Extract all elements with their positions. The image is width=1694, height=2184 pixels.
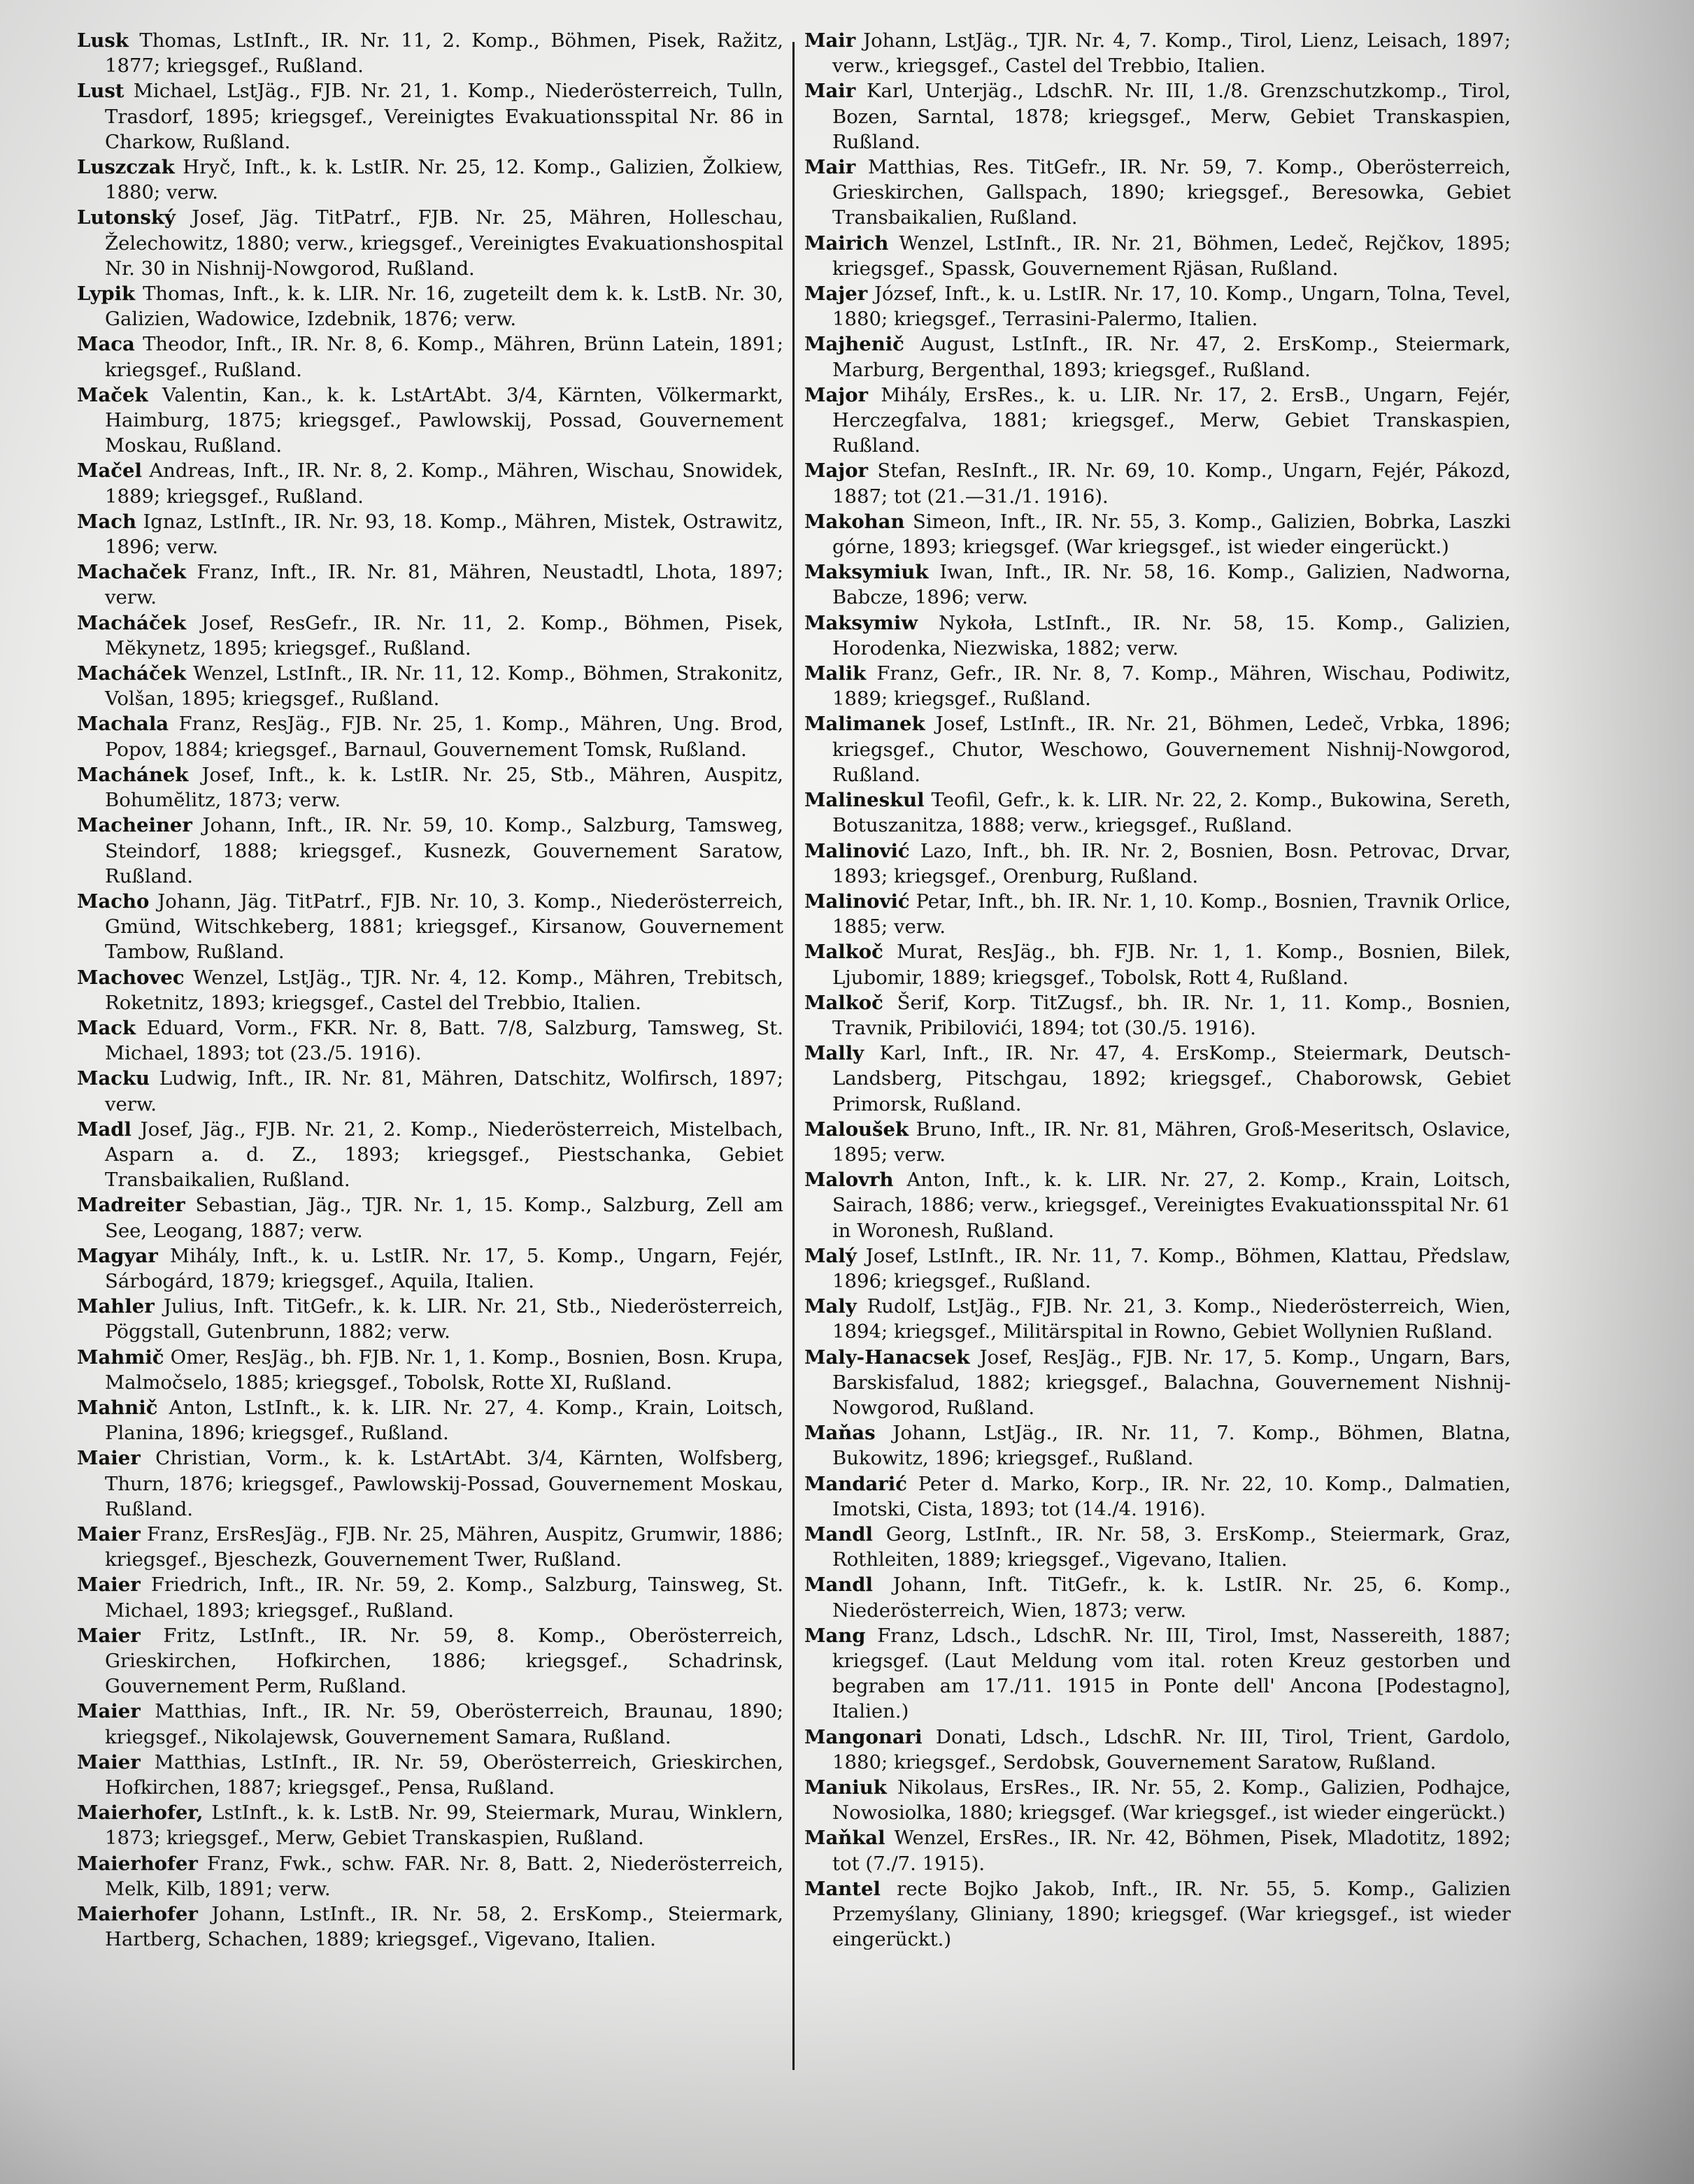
list-entry (77, 1015, 783, 1066)
list-entry (804, 1522, 1511, 1572)
entry-surname: Maksymiw (804, 611, 918, 634)
list-entry (77, 1750, 783, 1800)
list-entry (77, 889, 783, 965)
entry-surname: Maier (77, 1522, 141, 1546)
entry-details: Thomas, Inft., k. k. LIR. Nr. 16, zugeteilt dem k. k. LstB. Nr. 30, Galizien, Wadowice, Izdebnik, 1876; verw. (105, 283, 783, 331)
entry-details: Lazo, Inft., bh. IR. Nr. 2, Bosnien, Bosn. Petrovac, Drvar, 1893; kriegsgef., Orenburg, Rußland. (832, 839, 1511, 887)
entry-details: Wenzel, ErsRes., IR. Nr. 42, Böhmen, Pisek, Mladotitz, 1892; tot (7./7. 1915). (832, 1827, 1511, 1875)
list-entry (804, 838, 1511, 889)
entry-details: Petar, Inft., bh. IR. Nr. 1, 10. Komp., Bosnien, Travnik Orlice, 1885; verw. (832, 890, 1511, 938)
entry-details: Teofil, Gefr., k. k. LIR. Nr. 22, 2. Komp., Bukowina, Sereth, Botuszanitza, 1888; verw., kriegsgef., Rußland. (832, 789, 1511, 837)
list-entry (77, 1800, 783, 1850)
list-entry (804, 1825, 1511, 1876)
entry-details: Peter d. Marko, Korp., IR. Nr. 22, 10. Komp., Dalmatien, Imotski, Cista, 1893; tot (14./4. 1916). (832, 1472, 1511, 1520)
entry-surname: Machaček (77, 561, 187, 584)
entry-details: Johann, LstJäg., IR. Nr. 11, 7. Komp., Böhmen, Blatna, Bukowitz, 1896; kriegsgef., Rußland. (832, 1422, 1511, 1470)
entry-details: Valentin, Kan., k. k. LstArtAbt. 3/4, Kärnten, Völkermarkt, Haimburg, 1875; kriegsgef., Pawlowskij, Possad, Gouvernement Moskau, Rußland. (105, 383, 783, 457)
list-entry (77, 813, 783, 889)
list-entry (77, 1446, 783, 1522)
entry-surname: Mair (804, 80, 856, 103)
entry-surname: Maierhofer (77, 1852, 198, 1875)
right-column (804, 28, 1511, 1952)
entry-details: Murat, ResJäg., bh. FJB. Nr. 1, 1. Komp., Bosnien, Bilek, Ljubomir, 1889; kriegsgef., Tobolsk, Rott 4, Rußland. (832, 941, 1511, 989)
list-entry (77, 661, 783, 711)
entry-details: Wenzel, LstInft., IR. Nr. 21, Böhmen, Ledeč, Rejčkov, 1895; kriegsgef., Spassk, Gouvernement Rjäsan, Rußland. (832, 231, 1511, 280)
entry-details: Matthias, LstInft., IR. Nr. 59, Oberösterreich, Grieskirchen, Hofkirchen, 1887; kriegsgef., Pensa, Rußland. (105, 1750, 783, 1799)
entry-details: Rudolf, LstJäg., FJB. Nr. 21, 3. Komp., Niederösterreich, Wien, 1894; kriegsgef., Militärspital in Rowno, Gebiet Wollynien Rußland. (832, 1295, 1511, 1343)
entry-details: Mihály, Inft., k. u. LstIR. Nr. 17, 5. Komp., Ungarn, Fejér, Sárbogárd, 1879; kriegsgef., Aquila, Italien. (105, 1244, 783, 1292)
list-entry (804, 231, 1511, 281)
entry-surname: Mahmič (77, 1346, 164, 1369)
list-entry (804, 1294, 1511, 1344)
entry-surname: Maly (804, 1295, 857, 1318)
list-entry (77, 1243, 783, 1294)
scan-bottom-shadow (0, 1974, 1694, 2184)
entry-details: József, Inft., k. u. LstIR. Nr. 17, 10. Komp., Ungarn, Tolna, Tevel, 1880; kriegsgef., Terrasini-Palermo, Italien. (832, 283, 1511, 331)
list-entry (77, 1192, 783, 1243)
entry-details: Josef, LstInft., IR. Nr. 11, 7. Komp., Böhmen, Klattau, Předslaw, 1896; kriegsgef., Rußland. (832, 1244, 1511, 1292)
list-entry (77, 711, 783, 762)
entry-surname: Malinović (804, 839, 910, 862)
list-entry (804, 78, 1511, 155)
entry-surname: Mahler (77, 1295, 155, 1318)
list-entry (77, 383, 783, 459)
entry-surname: Majhenič (804, 333, 904, 356)
entry-details: Nikolaus, ErsRes., IR. Nr. 55, 2. Komp., Galizien, Podhajce, Nowosiolka, 1880; kriegsgef. (War kriegsgef., ist wieder eingerückt.) (832, 1776, 1511, 1825)
entry-details: Franz, Gefr., IR. Nr. 8, 7. Komp., Mähren, Wischau, Podiwitz, 1889; kriegsgef., Rußland. (832, 662, 1511, 711)
list-entry (77, 1395, 783, 1446)
entry-surname: Machánek (77, 763, 189, 786)
entry-details: Hryč, Inft., k. k. LstIR. Nr. 25, 12. Komp., Galizien, Žolkiew, 1880; verw. (105, 156, 783, 204)
entry-surname: Mair (804, 29, 856, 52)
entry-surname: Mack (77, 1016, 136, 1039)
entry-details: Franz, ErsResJäg., FJB. Nr. 25, Mähren, Auspitz, Grumwir, 1886; kriegsgef., Bjeschezk, Gouvernement Twer, Rußland. (105, 1522, 783, 1571)
entry-surname: Malineskul (804, 789, 925, 812)
list-entry (77, 1294, 783, 1344)
list-entry (804, 611, 1511, 661)
entry-surname: Macho (77, 890, 150, 913)
entry-details: Karl, Inft., IR. Nr. 47, 4. ErsKomp., Steiermark, Deutsch-Landsberg, Pitschgau, 1892; kriegsgef., Chaborowsk, Gebiet Primorsk, Rußland. (832, 1042, 1511, 1115)
entry-details: Bruno, Inft., IR. Nr. 81, Mähren, Groß-Meseritsch, Oslavice, 1895; verw. (832, 1118, 1511, 1166)
entry-surname: Maca (77, 333, 135, 356)
list-entry (77, 509, 783, 559)
entry-surname: Malkoč (804, 941, 883, 964)
entry-details: Anton, Inft., k. k. LIR. Nr. 27, 2. Komp., Krain, Loitsch, Sairach, 1886; verw., kriegsgef., Vereinigtes Evakuationsspital Nr. 61 in Woronesh, Rußland. (832, 1169, 1511, 1242)
list-entry (804, 787, 1511, 838)
entry-surname: Mally (804, 1042, 864, 1065)
entry-details: recte Bojko Jakob, Inft., IR. Nr. 55, 5. Komp., Galizien Przemyślany, Gliniany, 1890; kriegsgef. (War kriegsgef., ist wieder eingerückt.) (832, 1877, 1511, 1951)
list-entry (804, 1117, 1511, 1167)
list-entry (804, 458, 1511, 508)
list-entry (804, 661, 1511, 711)
entry-surname: Mairich (804, 231, 889, 255)
entry-surname: Majer (804, 283, 868, 306)
entry-details: Josef, ResJäg., FJB. Nr. 17, 5. Komp., Ungarn, Bars, Barskisfalud, 1882; kriegsgef., Balachna, Gouvernement Nishnij-Nowgorod, Rußland. (832, 1346, 1511, 1419)
entry-surname: Maly-Hanacsek (804, 1346, 970, 1369)
entry-surname: Major (804, 383, 869, 406)
entry-surname: Maňas (804, 1422, 876, 1445)
list-entry (804, 383, 1511, 459)
entry-surname: Malovrh (804, 1169, 894, 1192)
list-entry (77, 1522, 783, 1572)
scan-edge-shadow (1512, 0, 1694, 2184)
list-entry (804, 1623, 1511, 1725)
entry-details: Johann, Jäg. TitPatrf., FJB. Nr. 10, 3. Komp., Niederösterreich, Gmünd, Witschkeberg, 1881; kriegsgef., Kirsanow, Gouvernement Tambow, Rußland. (105, 890, 783, 964)
list-entry (804, 331, 1511, 382)
list-entry (77, 1117, 783, 1193)
list-entry (804, 1345, 1511, 1421)
entry-surname: Maloušek (804, 1118, 909, 1141)
entry-details: Šerif, Korp. TitZugsf., bh. IR. Nr. 1, 11. Komp., Bosnien, Travnik, Pribilovići, 1894; tot (30./5. 1916). (832, 991, 1511, 1039)
entry-details: Matthias, Res. TitGefr., IR. Nr. 59, 7. Komp., Oberösterreich, Grieskirchen, Gallspach, 1890; kriegsgef., Beresowka, Gebiet Transbaikalien, Rußland. (832, 156, 1511, 229)
entry-details: Wenzel, LstInft., IR. Nr. 11, 12. Komp., Böhmen, Strakonitz, Volšan, 1895; kriegsgef., Rußland. (105, 662, 783, 711)
entry-surname: Malik (804, 662, 867, 685)
list-entry (77, 458, 783, 508)
entry-surname: Mang (804, 1624, 866, 1647)
entry-details: Eduard, Vorm., FKR. Nr. 8, Batt. 7/8, Salzburg, Tamsweg, St. Michael, 1893; tot (23./5. 1916). (105, 1016, 783, 1065)
list-entry (804, 1420, 1511, 1471)
list-entry (804, 1725, 1511, 1775)
entry-surname: Lypik (77, 283, 136, 306)
list-entry (804, 28, 1511, 78)
entry-details: Johann, Inft. TitGefr., k. k. LstIR. Nr. 25, 6. Komp., Niederösterreich, Wien, 1873; verw. (832, 1573, 1511, 1622)
entry-surname: Malý (804, 1244, 857, 1267)
entry-surname: Maniuk (804, 1776, 887, 1799)
entry-details: Anton, LstInft., k. k. LIR. Nr. 27, 4. Komp., Krain, Loitsch, Planina, 1896; kriegsgef., Rußland. (105, 1396, 783, 1445)
list-entry (77, 1851, 783, 1901)
list-entry (804, 509, 1511, 559)
list-entry (804, 1876, 1511, 1953)
entry-details: Nykoła, LstInft., IR. Nr. 58, 15. Komp., Galizien, Horodenka, Niezwiska, 1882; verw. (832, 611, 1511, 659)
entry-details: Michael, LstJäg., FJB. Nr. 21, 1. Komp., Niederösterreich, Tulln, Trasdorf, 1895; kriegsgef., Vereinigtes Evakuationsspital Nr. 86 in Charkow, Rußland. (105, 80, 783, 153)
entry-details: Josef, LstInft., IR. Nr. 21, Böhmen, Ledeč, Vrbka, 1896; kriegsgef., Chutor, Weschowo, Gouvernement Nishnij-Nowgorod, Rußland. (832, 713, 1511, 786)
entry-surname: Maier (77, 1573, 141, 1597)
entry-surname: Mačel (77, 459, 142, 483)
entry-details: Fritz, LstInft., IR. Nr. 59, 8. Komp., Oberösterreich, Grieskirchen, Hofkirchen, 1886; kriegsgef., Schadrinsk, Gouvernement Perm, Rußland. (105, 1624, 783, 1698)
list-entry (77, 1699, 783, 1749)
entry-details: Karl, Unterjäg., LdschR. Nr. III, 1./8. Grenzschutzkomp., Tirol, Bozen, Sarntal, 1878; kriegsgef., Merw, Gebiet Transkaspien, Rußland. (832, 80, 1511, 153)
entry-surname: Maksymiuk (804, 561, 929, 584)
entry-details: Johann, Inft., IR. Nr. 59, 10. Komp., Salzburg, Tamsweg, Steindorf, 1888; kriegsgef., Kusnezk, Gouvernement Saratow, Rußland. (105, 814, 783, 887)
list-entry (77, 559, 783, 610)
entry-details: Andreas, Inft., IR. Nr. 8, 2. Komp., Mähren, Wischau, Snowidek, 1889; kriegsgef., Rußland. (105, 459, 783, 508)
entry-details: Iwan, Inft., IR. Nr. 58, 16. Komp., Galizien, Nadworna, Babcze, 1896; verw. (832, 561, 1511, 609)
entry-details: Omer, ResJäg., bh. FJB. Nr. 1, 1. Komp., Bosnien, Bosn. Krupa, Malmočselo, 1885; kriegsgef., Tobolsk, Rotte XI, Rußland. (105, 1346, 783, 1394)
entry-surname: Malinović (804, 890, 910, 913)
entry-surname: Mair (804, 156, 856, 179)
entry-details: Franz, Inft., IR. Nr. 81, Mähren, Neustadtl, Lhota, 1897; verw. (105, 561, 783, 609)
list-entry (804, 281, 1511, 331)
column-divider (792, 42, 795, 2070)
list-entry (77, 1623, 783, 1699)
entry-details: Franz, Fwk., schw. FAR. Nr. 8, Batt. 2, Niederösterreich, Melk, Kilb, 1891; verw. (105, 1852, 783, 1900)
entry-details: Josef, Jäg. TitPatrf., FJB. Nr. 25, Mähren, Holleschau, Želechowitz, 1880; verw., kriegsgef., Vereinigtes Evakuationshospital Nr. 30 in Nishnij-Nowgorod, Rußland. (105, 206, 783, 280)
entry-details: Stefan, ResInft., IR. Nr. 69, 10. Komp., Ungarn, Fejér, Pákozd, 1887; tot (21.—31./1. 1916). (832, 459, 1511, 508)
entry-surname: Malimanek (804, 713, 925, 736)
entry-surname: Maierhofer (77, 1903, 198, 1926)
list-entry (77, 762, 783, 813)
entry-surname: Mantel (804, 1877, 881, 1900)
entry-surname: Madreiter (77, 1194, 185, 1217)
entry-surname: Magyar (77, 1244, 158, 1267)
list-entry (804, 1041, 1511, 1117)
list-entry (804, 559, 1511, 610)
list-entry (804, 939, 1511, 990)
left-column (77, 28, 783, 1952)
entry-surname: Mahnič (77, 1396, 158, 1419)
entry-surname: Maierhofer, (77, 1801, 204, 1825)
entry-surname: Luszczak (77, 156, 175, 179)
list-entry (804, 1471, 1511, 1522)
list-entry (77, 331, 783, 382)
entry-surname: Mandarić (804, 1472, 907, 1495)
list-entry (804, 155, 1511, 231)
entry-details: Ignaz, LstInft., IR. Nr. 93, 18. Komp., Mähren, Mistek, Ostrawitz, 1896; verw. (105, 510, 783, 559)
list-entry (804, 711, 1511, 787)
entry-details: Johann, LstInft., IR. Nr. 58, 2. ErsKomp., Steiermark, Hartberg, Schachen, 1889; kriegsgef., Vigevano, Italien. (105, 1903, 783, 1951)
entry-details: Julius, Inft. TitGefr., k. k. LIR. Nr. 21, Stb., Niederösterreich, Pöggstall, Gutenbrunn, 1882; verw. (105, 1295, 783, 1343)
entry-surname: Mandl (804, 1573, 873, 1597)
list-entry (804, 1243, 1511, 1294)
entry-surname: Machala (77, 713, 169, 736)
entry-surname: Mangonari (804, 1725, 923, 1748)
list-entry (77, 28, 783, 78)
entry-details: Matthias, Inft., IR. Nr. 59, Oberösterreich, Braunau, 1890; kriegsgef., Nikolajewsk, Gouvernement Samara, Rußland. (105, 1700, 783, 1748)
entry-details: Wenzel, LstJäg., TJR. Nr. 4, 12. Komp., Mähren, Trebitsch, Roketnitz, 1893; kriegsgef., Castel del Trebbio, Italien. (105, 966, 783, 1014)
entry-surname: Macháček (77, 662, 187, 685)
entry-surname: Lusk (77, 29, 129, 52)
entry-surname: Madl (77, 1118, 131, 1141)
entry-surname: Maier (77, 1447, 141, 1470)
entry-details: Josef, Inft., k. k. LstIR. Nr. 25, Stb., Mähren, Auspitz, Bohumĕlitz, 1873; verw. (105, 763, 783, 812)
entry-details: Friedrich, Inft., IR. Nr. 59, 2. Komp., Salzburg, Tainsweg, St. Michael, 1893; kriegsgef., Rußland. (105, 1573, 783, 1622)
entry-surname: Maier (77, 1700, 141, 1723)
entry-details: Franz, Ldsch., LdschR. Nr. III, Tirol, Imst, Nassereith, 1887; kriegsgef. (Laut Meldung vom ital. roten Kreuz gestorben und begraben am 17./11. 1915 in Ponte dell' Ancona [Podestagno], Italien.) (832, 1624, 1511, 1723)
entry-surname: Mach (77, 510, 136, 533)
list-entry (77, 965, 783, 1015)
entry-details: August, LstInft., IR. Nr. 47, 2. ErsKomp., Steiermark, Marburg, Bergenthal, 1893; kriegsgef., Rußland. (832, 333, 1511, 381)
list-entry (77, 1901, 783, 1952)
entry-surname: Maňkal (804, 1827, 885, 1850)
entry-details: Johann, LstJäg., TJR. Nr. 4, 7. Komp., Tirol, Lienz, Leisach, 1897; verw., kriegsgef., Castel del Trebbio, Italien. (832, 29, 1511, 78)
entry-surname: Malkoč (804, 991, 883, 1014)
list-entry (804, 889, 1511, 939)
entry-surname: Machovec (77, 966, 185, 989)
entry-details: Donati, Ldsch., LdschR. Nr. III, Tirol, Trient, Gardolo, 1880; kriegsgef., Serdobsk, Gouvernement Saratow, Rußland. (832, 1725, 1511, 1773)
list-entry (77, 155, 783, 205)
entry-surname: Macháček (77, 611, 187, 634)
entry-details: Christian, Vorm., k. k. LstArtAbt. 3/4, Kärnten, Wolfsberg, Thurn, 1876; kriegsgef., Pawlowskij-Possad, Gouvernement Moskau, Rußland. (105, 1447, 783, 1520)
entry-surname: Major (804, 459, 869, 483)
entry-details: LstInft., k. k. LstB. Nr. 99, Steiermark, Murau, Winklern, 1873; kriegsgef., Merw, Gebiet Transkaspien, Rußland. (105, 1801, 783, 1850)
entry-surname: Lust (77, 80, 124, 103)
entry-details: Georg, LstInft., IR. Nr. 58, 3. ErsKomp., Steiermark, Graz, Rothleiten, 1889; kriegsgef., Vigevano, Italien. (832, 1522, 1511, 1571)
list-entry (804, 1775, 1511, 1825)
list-entry (77, 1572, 783, 1622)
list-entry (77, 1345, 783, 1395)
entry-details: Simeon, Inft., IR. Nr. 55, 3. Komp., Galizien, Bobrka, Laszki górne, 1893; kriegsgef. (War kriegsgef., ist wieder eingerückt.) (832, 510, 1511, 559)
entry-surname: Macheiner (77, 814, 192, 837)
entry-surname: Mandl (804, 1522, 873, 1546)
entry-details: Thomas, LstInft., IR. Nr. 11, 2. Komp., Böhmen, Pisek, Ražitz, 1877; kriegsgef., Rußland. (105, 29, 783, 78)
entry-details: Josef, Jäg., FJB. Nr. 21, 2. Komp., Niederösterreich, Mistelbach, Asparn a. d. Z., 1893; kriegsgef., Piestschanka, Gebiet Transbaikalien, Rußland. (105, 1118, 783, 1192)
entry-surname: Maček (77, 383, 148, 406)
list-entry (77, 78, 783, 155)
list-entry (804, 990, 1511, 1041)
entry-details: Sebastian, Jäg., TJR. Nr. 1, 15. Komp., Salzburg, Zell am See, Leogang, 1887; verw. (105, 1194, 783, 1242)
list-entry (77, 205, 783, 281)
entry-details: Theodor, Inft., IR. Nr. 8, 6. Komp., Mähren, Brünn Latein, 1891; kriegsgef., Rußland. (105, 333, 783, 381)
entry-surname: Makohan (804, 510, 905, 533)
entry-surname: Maier (77, 1750, 141, 1773)
list-entry (77, 1066, 783, 1116)
entry-surname: Maier (77, 1624, 141, 1647)
list-entry (804, 1572, 1511, 1622)
list-entry (804, 1167, 1511, 1243)
entry-details: Mihály, ErsRes., k. u. LIR. Nr. 17, 2. ErsB., Ungarn, Fejér, Herczegfalva, 1881; kriegsgef., Merw, Gebiet Transkaspien, Rußland. (832, 383, 1511, 457)
entry-details: Ludwig, Inft., IR. Nr. 81, Mähren, Datschitz, Wolfirsch, 1897; verw. (105, 1067, 783, 1115)
entry-surname: Macku (77, 1067, 150, 1090)
entry-details: Franz, ResJäg., FJB. Nr. 25, 1. Komp., Mähren, Ung. Brod, Popov, 1884; kriegsgef., Barnaul, Gouvernement Tomsk, Rußland. (105, 713, 783, 761)
entry-details: Josef, ResGefr., IR. Nr. 11, 2. Komp., Böhmen, Pisek, Mĕkynetz, 1895; kriegsgef., Rußland. (105, 611, 783, 659)
list-entry (77, 281, 783, 331)
entry-surname: Lutonský (77, 206, 176, 229)
list-entry (77, 611, 783, 661)
